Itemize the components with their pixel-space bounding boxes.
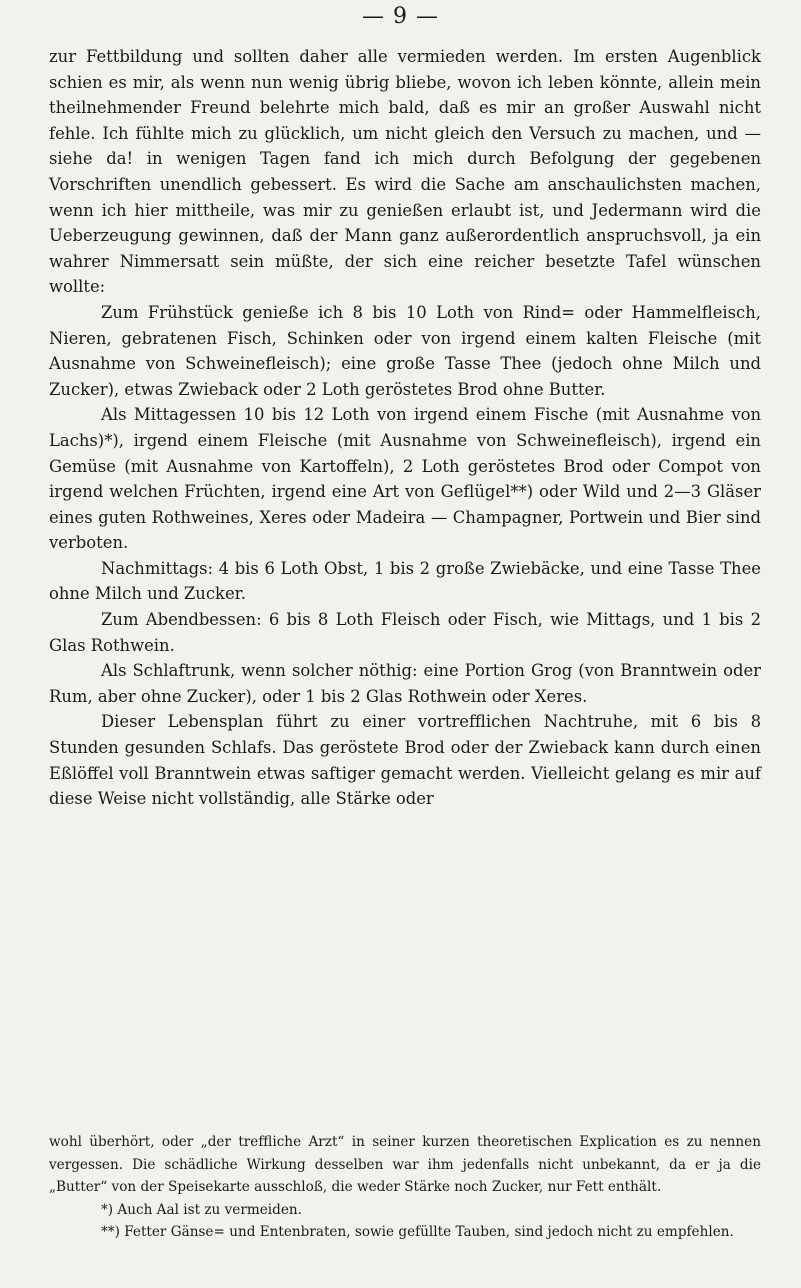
footnote-2: **) Fetter Gänse= und Entenbraten, sowie gefüllte Tauben, sind jedoch nicht zu empfehlen.	[101, 1224, 734, 1241]
page-number: — 9 —	[362, 4, 439, 29]
footnotes	[49, 1131, 761, 1244]
paragraph-mittagessen: Als Mittagessen 10 bis 12 Loth von irgend einem Fische (mit Ausnahme von Lachs)*), irgend einem Fleische (mit Ausnahme von Schweinefleisch), irgend ein Gemüse (mit Ausnahme von Kartoffeln), 2 Loth geröstetes Brod oder Compot von irgend welchen Früchten, irgend eine Art von Geflügel**) oder Wild und 2—3 Gläser eines guten Rothweines, Xeres oder Madeira — Champagner, Portwein und Bier sind verboten.	[49, 405, 761, 553]
main-text	[49, 44, 761, 812]
footnote-continuation: wohl überhört, oder „der treffliche Arzt“ in seiner kurzen theoretischen Explication es zu nennen vergessen. Die schädliche Wirkung desselben war ihm jedenfalls nicht unbekannt, da er ja die „Butter“ von der Speisekarte ausschloß, die weder Stärke noch Zucker, nur Fett enthält.	[49, 1134, 761, 1196]
paragraph-lebensplan: Dieser Lebensplan führt zu einer vortrefflichen Nachtruhe, mit 6 bis 8 Stunden gesunden Schlafs. Das geröstete Brod oder der Zwieback kann durch einen Eßlöffel voll Branntwein etwas saftiger gemacht werden. Vielleicht gelang es mir auf diese Weise nicht vollständig, alle Stärke oder	[49, 712, 761, 809]
paragraph-schlaftrunk: Als Schlaftrunk, wenn solcher nöthig: eine Portion Grog (von Branntwein oder Rum, aber ohne Zucker), oder 1 bis 2 Glas Rothwein oder Xeres.	[49, 661, 761, 706]
paragraph-nachmittags: Nachmittags: 4 bis 6 Loth Obst, 1 bis 2 große Zwiebäcke, und eine Tasse Thee ohne Milch und Zucker.	[49, 558, 761, 604]
footnote-1: *) Auch Aal ist zu vermeiden.	[101, 1201, 302, 1218]
paragraph-intro: zur Fettbildung und sollten daher alle vermieden werden. Im ersten Augenblick schien es mir, als wenn nun wenig übrig bliebe, wovon ich leben könnte, allein mein theilnehmender Freund belehrte mich bald, daß es mir an großer Auswahl nicht fehle. Ich fühlte mich zu glücklich, um nicht gleich den Versuch zu machen, und — siehe da! in wenigen Tagen fand ich mich durch Befolgung der gegebenen Vorschriften unendlich gebessert. Es wird die Sache am anschaulichsten machen, wenn ich hier mittheile, was mir zu genießen erlaubt ist, und Jedermann wird die Ueberzeugung gewinnen, daß der Mann ganz außerordentlich anspruchsvoll, ja ein wahrer Nimmersatt sein müßte, der sich eine reicher besetzte Tafel wünschen wollte:	[49, 47, 761, 297]
paragraph-fruehstueck: Zum Frühstück genieße ich 8 bis 10 Loth von Rind= oder Hammelfleisch, Nieren, gebratenen Fisch, Schinken oder von irgend einem kalten Fleische (mit Ausnahme von Schweinefleisch); eine große Tasse Thee (jedoch ohne Milch und Zucker), etwas Zwieback oder 2 Loth geröstetes Brod ohne Butter.	[49, 302, 761, 399]
paragraph-abendessen: Zum Abendbessen: 6 bis 8 Loth Fleisch oder Fisch, wie Mittags, und 1 bis 2 Glas Rothwein.	[49, 610, 761, 655]
